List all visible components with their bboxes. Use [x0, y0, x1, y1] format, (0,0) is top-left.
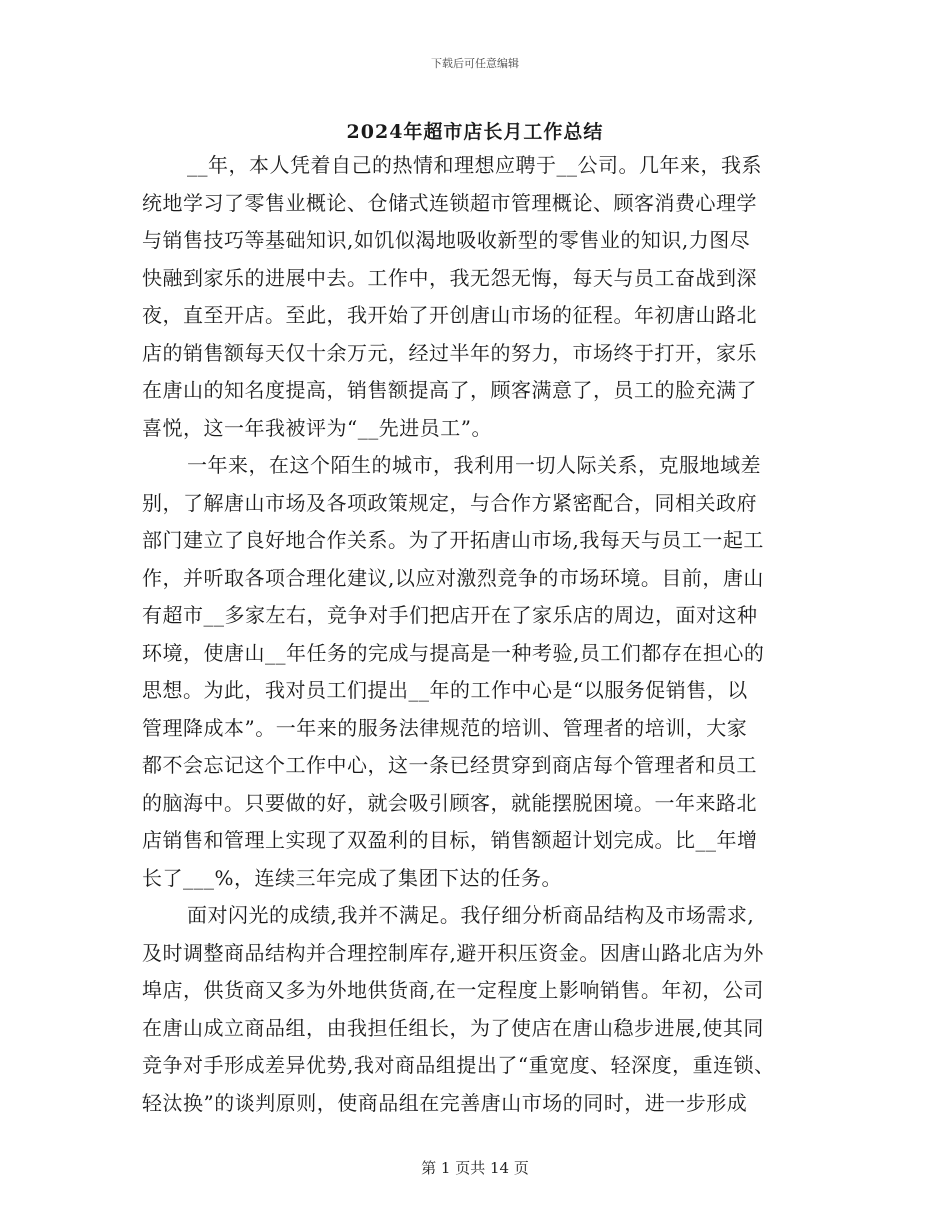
- paragraph-line: 有超市__多家左右，竞争对手们把店开在了家乐店的周边，面对这种: [142, 603, 758, 627]
- paragraph-line: 长了___%，连续三年完成了集团下达的任务。: [142, 865, 563, 890]
- paragraph-line: 快融到家乐的进展中去。工作中，我无怨无悔，每天与员工奋战到深: [142, 265, 757, 290]
- paragraph-line: 环境，使唐山__年任务的完成与提高是一种考验,员工们都存在担心的: [142, 640, 765, 665]
- paragraph-first-line: 一年来，在这个陌生的城市，我利用一切人际关系，克服地域差: [187, 453, 761, 477]
- paragraph-line: 竞争对手形成差异优势,我对商品组提出了“重宽度、轻深度，重连锁、: [142, 1053, 775, 1077]
- paragraph-line: 都不会忘记这个工作中心，这一条已经贯穿到商店每个管理者和员工: [142, 753, 757, 777]
- paragraph-line: 轻汰换”的谈判原则，使商品组在完善唐山市场的同时，进一步形成: [142, 1090, 748, 1115]
- paragraph-line: 作，并听取各项合理化建议,以应对激烈竞争的市场环境。目前，唐山: [142, 565, 764, 590]
- document-title: 2024年超市店长月工作总结: [346, 121, 604, 143]
- document-body: [142, 147, 822, 1122]
- paragraph-line: 管理降成本”。一年来的服务法律规范的培训、管理者的培训，大家: [142, 715, 748, 740]
- paragraph-line: 与销售技巧等基础知识,如饥似渴地吸收新型的零售业的知识,力图尽: [142, 228, 751, 252]
- paragraph-first-line: 面对闪光的成绩,我并不满足。我仔细分析商品结构及市场需求,: [187, 903, 755, 927]
- paragraph-line: 思想。为此，我对员工们提出__年的工作中心是“以服务促销售，以: [142, 678, 748, 702]
- paragraph-line: 及时调整商品结构并合理控制库存,避开积压资金。因唐山路北店为外: [142, 940, 764, 965]
- paragraph-line: 的脑海中。只要做的好，就会吸引顾客，就能摆脱困境。一年来路北: [142, 790, 757, 815]
- header-note: 下载后可任意编辑: [431, 57, 519, 70]
- paragraph-line: 别，了解唐山市场及各项政策规定，与合作方紧密配合，同相关政府: [142, 490, 757, 515]
- paragraph-first-line: __年，本人凭着自己的热情和理想应聘于__公司。几年来，我系: [187, 153, 762, 177]
- page-footer: 第 1 页共 14 页: [421, 1159, 529, 1177]
- paragraph-line: 在唐山成立商品组，由我担任组长，为了使店在唐山稳步进展,使其同: [142, 1015, 764, 1040]
- paragraph-line: 店销售和管理上实现了双盈利的目标，销售额超计划完成。比__年增: [142, 828, 758, 852]
- paragraph-line: 店的销售额每天仅十余万元，经过半年的努力，市场终于打开，家乐: [142, 340, 757, 365]
- paragraph-line: 埠店，供货商又多为外地供货商,在一定程度上影响销售。年初，公司: [142, 978, 764, 1002]
- paragraph-line: 在唐山的知名度提高，销售额提高了，顾客满意了，员工的脸充满了: [142, 378, 757, 402]
- paragraph-line: 喜悦，这一年我被评为“__先进员工”。: [142, 415, 492, 440]
- paragraph-line: 部门建立了良好地合作关系。为了开拓唐山市场,我每天与员工一起工: [142, 528, 764, 552]
- paragraph-line: 统地学习了零售业概论、仓储式连锁超市管理概论、顾客消费心理学: [142, 190, 757, 215]
- paragraph-line: 夜，直至开店。至此，我开始了开创唐山市场的征程。年初唐山路北: [142, 303, 757, 327]
